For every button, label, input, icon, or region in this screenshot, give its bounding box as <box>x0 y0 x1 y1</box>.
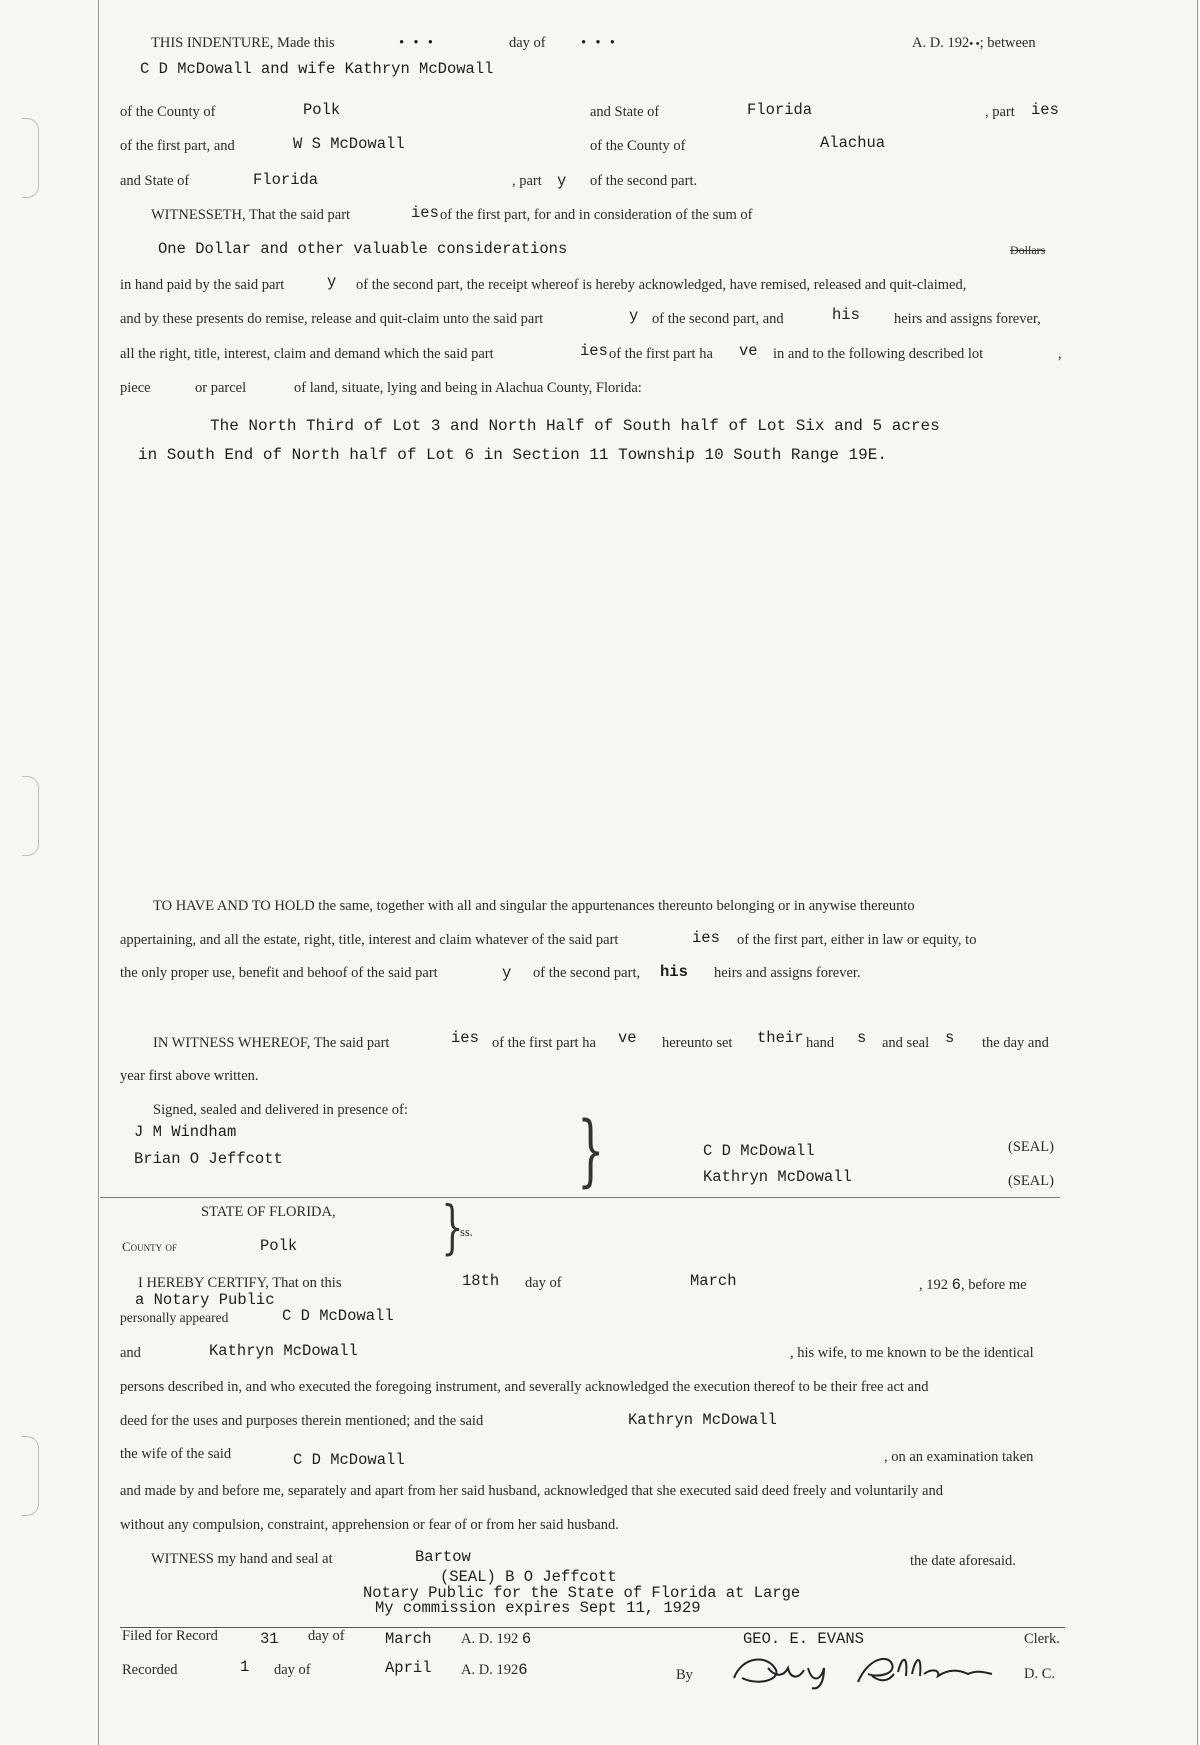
witness-name-1: J M Windham <box>134 1123 237 1141</box>
section-divider <box>100 1197 1060 1198</box>
second-part-label: of the second part. <box>590 173 698 189</box>
signed-label: Signed, sealed and delivered in presence of: <box>153 1102 408 1118</box>
witnesseth-1: WITNESSETH, That the said part <box>151 207 351 223</box>
ack-ss: ss. <box>460 1225 473 1239</box>
intro-day-value: • • • <box>398 36 435 50</box>
by-label: By <box>676 1667 693 1683</box>
ack-officer: a Notary Public <box>135 1291 275 1309</box>
deputy-clerk-signature <box>728 1648 998 1694</box>
ack-place: Bartow <box>415 1548 471 1566</box>
ack-county: Polk <box>260 1237 298 1255</box>
filed-ad-label: A. D. 192 <box>461 1631 519 1647</box>
ack-wife-of-label: the wife of the said <box>120 1446 232 1462</box>
binding-hole-bottom <box>22 1436 39 1516</box>
line5-b: of the first part ha <box>609 346 713 362</box>
witnesseth-ies: ies <box>411 204 439 222</box>
ack-persons-text: persons described in, and who executed the foregoing instrument, and severally acknowledged the execution thereof to be their free act and <box>120 1379 929 1395</box>
habendum-3-y: y <box>502 964 512 982</box>
line4-y: y <box>629 307 639 325</box>
seal-1: (SEAL) <box>1008 1139 1054 1155</box>
witness-1e: and seal <box>882 1035 930 1051</box>
filed-day-of: day of <box>308 1628 345 1644</box>
dollars-struck: Dollars <box>1010 243 1046 257</box>
grantee: W S McDowall <box>293 135 405 153</box>
intro-label: THIS INDENTURE, Made this <box>151 35 335 51</box>
ack-without-text: without any compulsion, constraint, apprehension or fear of or from her said husband. <box>120 1517 619 1533</box>
certify-a: I HEREBY CERTIFY, That on this <box>138 1275 342 1291</box>
witness-1-their: their <box>757 1029 804 1047</box>
witness-brace: } <box>577 1106 605 1196</box>
page-left-border <box>98 0 99 1745</box>
witness-name-2: Brian O Jeffcott <box>134 1150 283 1168</box>
line3-a: in hand paid by the said part <box>120 277 285 293</box>
intro-day-of: day of <box>509 35 546 51</box>
notary-signature: (SEAL) B O Jeffcott <box>440 1568 617 1586</box>
line5-ies: ies <box>580 342 608 360</box>
line6-b: or parcel <box>195 380 247 396</box>
first-part-label: of the first part, and <box>120 138 235 154</box>
ack-year <box>919 1276 1027 1294</box>
of-county-label: of the County of <box>120 104 216 120</box>
line4-b: of the second part, and <box>652 311 784 327</box>
intro-month-value: • • • <box>580 36 617 50</box>
witness-2: year first above written. <box>120 1068 259 1084</box>
intro-ad <box>912 34 1036 53</box>
habendum-1: TO HAVE AND TO HOLD the same, together with all and singular the appurtenances thereunto belonging or in anywise thereunto <box>153 898 915 914</box>
recorded-ad <box>461 1661 528 1679</box>
witness-1-s2: s <box>945 1029 955 1047</box>
line5-ve: ve <box>739 342 758 360</box>
grantee-county: Alachua <box>820 134 886 152</box>
ack-brace: } <box>441 1193 464 1261</box>
notary-title: Notary Public for the State of Florida at Large <box>363 1584 801 1602</box>
recorded-day-of: day of <box>274 1662 311 1678</box>
witness-1f: the day and <box>982 1035 1049 1051</box>
line3-b: of the second part, the receipt whereof is hereby acknowledged, have remised, released and quit-claimed, <box>356 277 967 293</box>
line6-a: piece <box>120 380 151 396</box>
recorded-month: April <box>385 1659 432 1677</box>
grantee-county-label: of the County of <box>590 138 686 154</box>
notary-commission: My commission expires Sept 11, 1929 <box>375 1599 701 1617</box>
filed-day: 31 <box>260 1630 279 1648</box>
ack-day-of: day of <box>525 1275 562 1291</box>
recorded-day: 1 <box>240 1658 250 1676</box>
dc-label: D. C. <box>1024 1666 1056 1682</box>
ack-person-2: Kathryn McDowall <box>209 1342 358 1360</box>
and-state-label: and State of <box>590 104 660 120</box>
grantee-state-label: and State of <box>120 173 190 189</box>
ack-year-label: , 192 <box>919 1277 948 1293</box>
page-right-border <box>1197 0 1198 1745</box>
signer-2: Kathryn McDowall <box>703 1168 852 1186</box>
habendum-2-ies: ies <box>692 929 720 947</box>
grantee-state: Florida <box>253 171 319 189</box>
line4-his: his <box>832 306 860 324</box>
line3-y: y <box>327 273 337 291</box>
witness-1d: hand <box>806 1035 835 1051</box>
line4-a: and by these presents do remise, release and quit-claim unto the said part <box>120 311 544 327</box>
ack-year-digit: 6 <box>951 1276 961 1294</box>
intro-between: ; between <box>979 35 1036 51</box>
description-line-2: in South End of North half of Lot 6 in Section 11 Township 10 South Range 19E. <box>138 446 887 464</box>
part-suffix-ies: ies <box>1031 101 1059 119</box>
line4-c: heirs and assigns forever, <box>894 311 1041 327</box>
witnesseth-2: of the first part, for and in consideration of the sum of <box>440 207 753 223</box>
witness-1-ies: ies <box>451 1029 479 1047</box>
grantor-state: Florida <box>747 101 813 119</box>
ack-county-label: County of <box>122 1239 177 1254</box>
ack-day: 18th <box>462 1272 500 1290</box>
filed-label: Filed for Record <box>122 1628 218 1644</box>
grantor-county: Polk <box>303 101 341 119</box>
habendum-3b: of the second part, <box>533 965 641 981</box>
witness-1c: hereunto set <box>662 1035 733 1051</box>
ack-personally: personally appeared <box>120 1310 229 1325</box>
filed-ad <box>461 1630 531 1648</box>
ack-witness-hand: WITNESS my hand and seal at <box>151 1551 333 1567</box>
ack-state: STATE OF FLORIDA, <box>201 1204 336 1220</box>
binding-hole-middle <box>22 776 39 856</box>
ack-deed-text: deed for the uses and purposes therein mentioned; and the said <box>120 1413 484 1429</box>
ack-his-wife: , his wife, to me known to be the identical <box>790 1345 1034 1361</box>
ack-wife-name: Kathryn McDowall <box>628 1411 777 1429</box>
clerk-name: GEO. E. EVANS <box>743 1630 864 1648</box>
description-line-1: The North Third of Lot 3 and North Half of South half of Lot Six and 5 acres <box>210 417 940 435</box>
witness-1-ve: ve <box>618 1029 637 1047</box>
habendum-3c: heirs and assigns forever. <box>714 965 861 981</box>
line5-a: all the right, title, interest, claim and demand which the said part <box>120 346 494 362</box>
habendum-2a: appertaining, and all the estate, right, title, interest and claim whatever of the said part <box>120 932 619 948</box>
ack-made-text: and made by and before me, separately and apart from her said husband, acknowledged that she executed said deed freely and voluntarily and <box>120 1483 943 1499</box>
intro-ad-value: • • <box>969 38 980 50</box>
part-y-label: , part <box>512 173 542 189</box>
line6-c: of land, situate, lying and being in Alachua County, Florida: <box>294 380 642 396</box>
filed-year-digit: 6 <box>521 1630 532 1648</box>
binding-hole-top <box>22 118 39 198</box>
habendum-2b: of the first part, either in law or equity, to <box>737 932 977 948</box>
part-suffix-y: y <box>557 172 567 190</box>
ack-person-1: C D McDowall <box>282 1307 394 1325</box>
line5-comma: , <box>1058 346 1062 362</box>
habendum-3a: the only proper use, benefit and behoof of the said part <box>120 965 438 981</box>
filed-month: March <box>385 1630 432 1648</box>
recorded-year-digit: 6 <box>518 1661 528 1679</box>
grantors: C D McDowall and wife Kathryn McDowall <box>140 60 494 78</box>
seal-2: (SEAL) <box>1008 1173 1054 1189</box>
witness-1-s1: s <box>857 1029 867 1047</box>
consideration: One Dollar and other valuable considerations <box>158 240 568 258</box>
record-divider <box>120 1627 1065 1628</box>
recorded-label: Recorded <box>122 1662 178 1678</box>
signer-1: C D McDowall <box>703 1142 815 1160</box>
recorded-ad-label: A. D. 192 <box>461 1662 519 1678</box>
ack-and: and <box>120 1345 141 1361</box>
intro-ad-label: A. D. 192 <box>912 35 970 51</box>
part-label: , part <box>985 104 1015 120</box>
ack-month: March <box>690 1272 737 1290</box>
line5-c: in and to the following described lot <box>773 346 984 362</box>
ack-exam-label: , on an examination taken <box>884 1449 1034 1465</box>
witness-1a: IN WITNESS WHEREOF, The said part <box>153 1035 390 1051</box>
ack-date-aforesaid: the date aforesaid. <box>910 1553 1016 1569</box>
witness-1b: of the first part ha <box>492 1035 596 1051</box>
habendum-3-his: his <box>660 963 688 981</box>
ack-husband-name: C D McDowall <box>293 1451 405 1469</box>
ack-before-me: , before me <box>960 1277 1027 1293</box>
clerk-label: Clerk. <box>1024 1631 1060 1647</box>
